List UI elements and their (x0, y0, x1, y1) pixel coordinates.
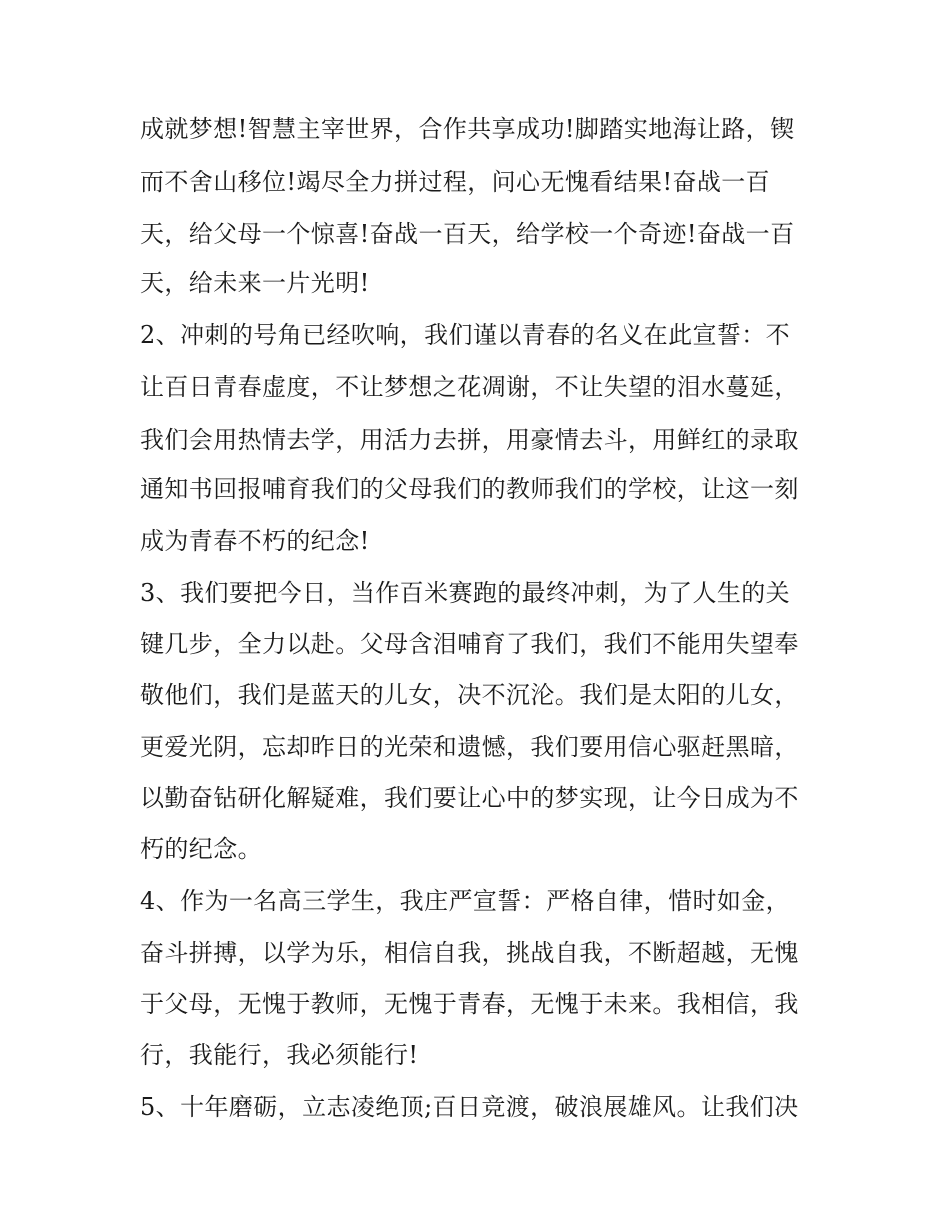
text-line: 3、我们要把今日，当作百米赛跑的最终冲刺，为了人生的关 (140, 579, 791, 607)
text-line: 键几步，全力以赴。父母含泪哺育了我们，我们不能用失望奉 (140, 630, 799, 658)
text-line: 朽的纪念。 (140, 835, 262, 863)
text-line: 通知书回报哺育我们的父母我们的教师我们的学校，让这一刻 (140, 475, 799, 503)
text-line: 成就梦想!智慧主宰世界，合作共享成功!脚踏实地海让路，锲 (140, 115, 795, 143)
text-line: 成为青春不朽的纪念! (140, 527, 370, 555)
text-line: 于父母，无愧于教师，无愧于青春，无愧于未来。我相信，我 (140, 990, 799, 1018)
text-line: 2、冲刺的号角已经吹响，我们谨以青春的名义在此宣誓：不 (140, 321, 791, 349)
text-line: 行，我能行，我必须能行! (140, 1041, 419, 1069)
text-line: 4、作为一名高三学生，我庄严宣誓：严格自律，惜时如金， (140, 887, 791, 915)
text-line: 我们会用热情去学，用活力去拼，用豪情去斗，用鲜红的录取 (140, 426, 799, 454)
text-line: 以勤奋钻研化解疑难，我们要让心中的梦实现，让今日成为不 (140, 784, 799, 812)
text-line: 而不舍山移位!竭尽全力拼过程，问心无愧看结果!奋战一百 (140, 168, 771, 196)
text-line: 天，给父母一个惊喜!奋战一百天，给学校一个奇迹!奋战一百 (140, 220, 795, 248)
text-line: 更爱光阴，忘却昨日的光荣和遗憾，我们要用信心驱赶黑暗， (140, 733, 799, 761)
text-line: 天，给未来一片光明! (140, 269, 370, 297)
text-line: 5、十年磨砺，立志凌绝顶;百日竞渡，破浪展雄风。让我们决 (140, 1093, 799, 1121)
text-line: 敬他们，我们是蓝天的儿女，决不沉沦。我们是太阳的儿女， (140, 681, 799, 709)
text-line: 让百日青春虚度，不让梦想之花凋谢，不让失望的泪水蔓延， (140, 373, 799, 401)
text-line: 奋斗拼搏，以学为乐，相信自我，挑战自我，不断超越，无愧 (140, 939, 799, 967)
